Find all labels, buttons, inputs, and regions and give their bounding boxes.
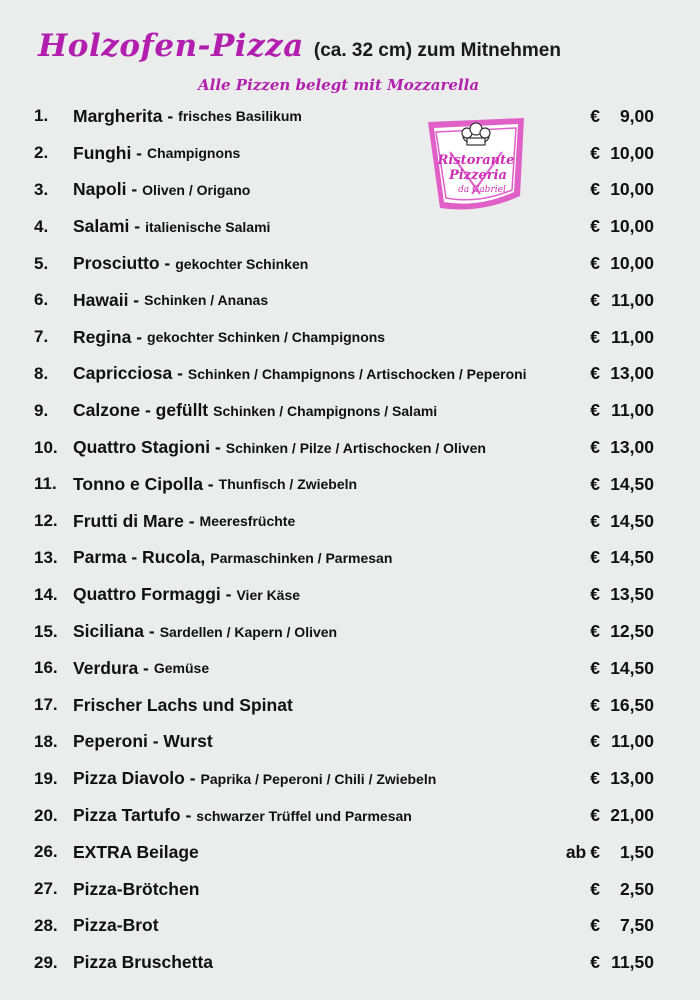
menu-item-row — [34, 944, 654, 981]
menu-item-row — [34, 540, 654, 577]
price-amount: 11,50 — [611, 952, 654, 973]
price-amount: 10,00 — [610, 216, 654, 237]
menu-item-row — [34, 319, 654, 356]
item-number: 27. — [34, 879, 58, 899]
svg-text:Ristorante: Ristorante — [437, 153, 515, 168]
currency-symbol: € — [590, 142, 600, 163]
item-number: 8. — [34, 363, 49, 383]
item-description: Schinken / Ananas — [144, 292, 269, 309]
item-number: 20. — [34, 805, 58, 825]
pizza-menu-list — [34, 98, 654, 981]
item-number: 12. — [34, 511, 58, 531]
currency-symbol: € — [590, 768, 600, 789]
currency-symbol: € — [590, 179, 600, 200]
item-price — [590, 879, 654, 900]
menu-item-row — [34, 724, 654, 761]
item-description: schwarzer Trüffel und Parmesan — [196, 807, 412, 824]
item-name: Frischer Lachs und Spinat — [73, 694, 293, 715]
item-description: Sardellen / Kapern / Oliven — [159, 623, 338, 640]
item-name: Quattro Formaggi - — [73, 584, 232, 605]
currency-symbol: € — [590, 915, 600, 936]
menu-title: Holzofen-Pizza — [38, 28, 304, 64]
price-amount: 1,50 — [619, 841, 654, 862]
currency-symbol: € — [590, 841, 600, 862]
price-amount: 13,00 — [610, 363, 654, 384]
item-price — [590, 511, 654, 532]
item-name: Pizza-Brot — [73, 915, 159, 936]
menu-item-row — [34, 429, 654, 466]
price-amount: 21,00 — [610, 805, 654, 826]
item-number: 16. — [34, 658, 58, 678]
menu-item-row — [34, 503, 654, 540]
menu-item-row — [34, 576, 654, 613]
currency-symbol: € — [590, 326, 600, 347]
item-name: Pizza Diavolo - — [73, 768, 196, 789]
svg-text:Pizzeria: Pizzeria — [449, 168, 507, 183]
item-number: 9. — [34, 400, 49, 420]
item-number: 1. — [34, 106, 49, 126]
menu-item-row — [34, 172, 654, 209]
price-amount: 10,00 — [610, 253, 654, 274]
item-description: Meeresfrüchte — [199, 513, 296, 530]
item-description: Schinken / Champignons / Salami — [213, 402, 438, 419]
item-price — [590, 363, 654, 384]
price-amount: 10,00 — [610, 179, 654, 200]
price-amount: 9,00 — [619, 105, 654, 126]
price-prefix: ab — [565, 841, 587, 862]
item-name: Capricciosa - — [73, 363, 183, 384]
item-price — [590, 474, 654, 495]
item-name: Verdura - — [73, 657, 149, 678]
item-description: gekochter Schinken — [175, 255, 309, 272]
currency-symbol: € — [590, 547, 600, 568]
item-name: Prosciutto - — [73, 253, 171, 274]
price-amount: 10,00 — [610, 142, 654, 163]
item-name: Siciliana - — [73, 621, 155, 642]
price-amount: 11,00 — [611, 326, 654, 347]
item-description: Paprika / Peperoni / Chili / Zwiebeln — [200, 770, 437, 787]
currency-symbol: € — [590, 694, 600, 715]
currency-symbol: € — [590, 621, 600, 642]
item-price — [590, 327, 654, 348]
item-price — [590, 695, 654, 716]
item-price — [590, 915, 654, 936]
item-number: 29. — [34, 952, 58, 972]
item-price — [590, 621, 654, 642]
menu-item-row — [34, 908, 654, 945]
item-name: Pizza-Brötchen — [73, 878, 200, 899]
menu-item-row — [34, 135, 654, 172]
item-number: 28. — [34, 915, 58, 935]
item-price — [590, 547, 654, 568]
item-name: Hawaii - — [73, 289, 140, 310]
menu-item-row — [34, 613, 654, 650]
item-price — [590, 253, 654, 274]
price-amount: 2,50 — [619, 878, 654, 899]
currency-symbol: € — [590, 878, 600, 899]
currency-symbol: € — [590, 105, 600, 126]
item-price — [590, 768, 654, 789]
item-name: Margherita - — [73, 105, 174, 126]
item-number: 11. — [34, 474, 57, 494]
item-name: Pizza Tartufo - — [73, 805, 192, 826]
item-description: italienische Salami — [145, 218, 271, 235]
item-number: 3. — [34, 179, 49, 199]
currency-symbol: € — [590, 584, 600, 605]
currency-symbol: € — [590, 510, 600, 531]
menu-item-row — [34, 208, 654, 245]
item-name: Parma - Rucola, — [73, 547, 206, 568]
item-description: Oliven / Origano — [142, 181, 251, 198]
item-description: Vier Käse — [236, 586, 301, 603]
item-number: 15. — [34, 621, 58, 641]
price-amount: 13,00 — [610, 437, 654, 458]
price-amount: 14,50 — [610, 473, 654, 494]
item-name: Salami - — [73, 216, 141, 237]
price-amount: 14,50 — [610, 657, 654, 678]
menu-item-row — [34, 834, 654, 871]
item-description: Schinken / Pilze / Artischocken / Oliven — [225, 439, 486, 456]
menu-item-row — [34, 650, 654, 687]
svg-text:da Gabriel: da Gabriel — [458, 185, 506, 195]
item-name: Calzone - gefüllt — [73, 400, 209, 421]
menu-title-suffix: (ca. 32 cm) zum Mitnehmen — [313, 40, 561, 61]
item-description: Parmaschinken / Parmesan — [210, 549, 393, 566]
price-amount: 14,50 — [610, 547, 654, 568]
item-price — [590, 437, 654, 458]
item-number: 7. — [34, 327, 49, 347]
item-price — [590, 658, 654, 679]
menu-item-row — [34, 760, 654, 797]
item-description: gekochter Schinken / Champignons — [147, 329, 386, 346]
item-name: Tonno e Cipolla - — [73, 473, 214, 494]
price-amount: 11,00 — [611, 731, 654, 752]
menu-item-row — [34, 797, 654, 834]
item-description: Thunfisch / Zwiebeln — [218, 476, 358, 493]
item-name: EXTRA Beilage — [73, 841, 199, 862]
title-line — [38, 28, 678, 64]
item-name: Peperoni - Wurst — [73, 731, 213, 752]
item-name: Napoli - — [73, 179, 138, 200]
currency-symbol: € — [590, 952, 600, 973]
item-price — [590, 143, 654, 164]
menu-item-row — [34, 245, 654, 282]
item-price — [590, 584, 654, 605]
currency-symbol: € — [590, 437, 600, 458]
price-amount: 13,00 — [610, 768, 654, 789]
item-name: Frutti di Mare - — [73, 510, 195, 531]
item-number: 10. — [34, 437, 58, 457]
item-name: Pizza Bruschetta — [73, 952, 214, 973]
item-price — [590, 731, 654, 752]
menu-header — [38, 28, 678, 94]
currency-symbol: € — [590, 216, 600, 237]
item-number: 6. — [34, 290, 49, 310]
price-amount: 11,00 — [611, 289, 654, 310]
currency-symbol: € — [590, 253, 600, 274]
currency-symbol: € — [590, 363, 600, 384]
menu-item-row — [34, 871, 654, 908]
menu-item-row — [34, 98, 654, 135]
item-description: Gemüse — [153, 660, 210, 677]
currency-symbol: € — [590, 400, 600, 421]
currency-symbol: € — [590, 289, 600, 310]
menu-subtitle: Alle Pizzen belegt mit Mozzarella — [198, 76, 480, 94]
item-name: Quattro Stagioni - — [73, 437, 221, 458]
price-amount: 7,50 — [619, 915, 654, 936]
price-amount: 11,00 — [611, 400, 654, 421]
item-price — [590, 952, 654, 973]
item-number: 19. — [34, 768, 58, 788]
item-price — [590, 400, 654, 421]
item-price — [590, 290, 654, 311]
item-number: 17. — [34, 695, 58, 715]
item-description: Champignons — [147, 145, 241, 162]
currency-symbol: € — [590, 731, 600, 752]
item-price — [590, 179, 654, 200]
item-price — [566, 842, 654, 863]
currency-symbol: € — [590, 805, 600, 826]
menu-item-row — [34, 687, 654, 724]
item-name: Funghi - — [73, 142, 143, 163]
item-number: 18. — [34, 731, 58, 751]
item-price — [590, 106, 654, 127]
menu-item-row — [34, 392, 654, 429]
currency-symbol: € — [590, 657, 600, 678]
item-number: 4. — [34, 216, 49, 236]
menu-item-row — [34, 282, 654, 319]
item-description: Schinken / Champignons / Artischocken / Peperoni — [187, 365, 527, 382]
item-number: 2. — [34, 143, 49, 163]
item-price — [590, 805, 654, 826]
item-number: 13. — [34, 547, 58, 567]
item-number: 26. — [34, 842, 58, 862]
item-name: Regina - — [73, 326, 143, 347]
item-description: frisches Basilikum — [178, 108, 302, 125]
price-amount: 13,50 — [610, 584, 654, 605]
currency-symbol: € — [590, 473, 600, 494]
item-number: 14. — [34, 584, 58, 604]
price-amount: 16,50 — [610, 694, 654, 715]
menu-item-row — [34, 356, 654, 393]
item-number: 5. — [34, 253, 49, 273]
price-amount: 12,50 — [610, 621, 654, 642]
price-amount: 14,50 — [610, 510, 654, 531]
menu-item-row — [34, 466, 654, 503]
item-price — [590, 216, 654, 237]
